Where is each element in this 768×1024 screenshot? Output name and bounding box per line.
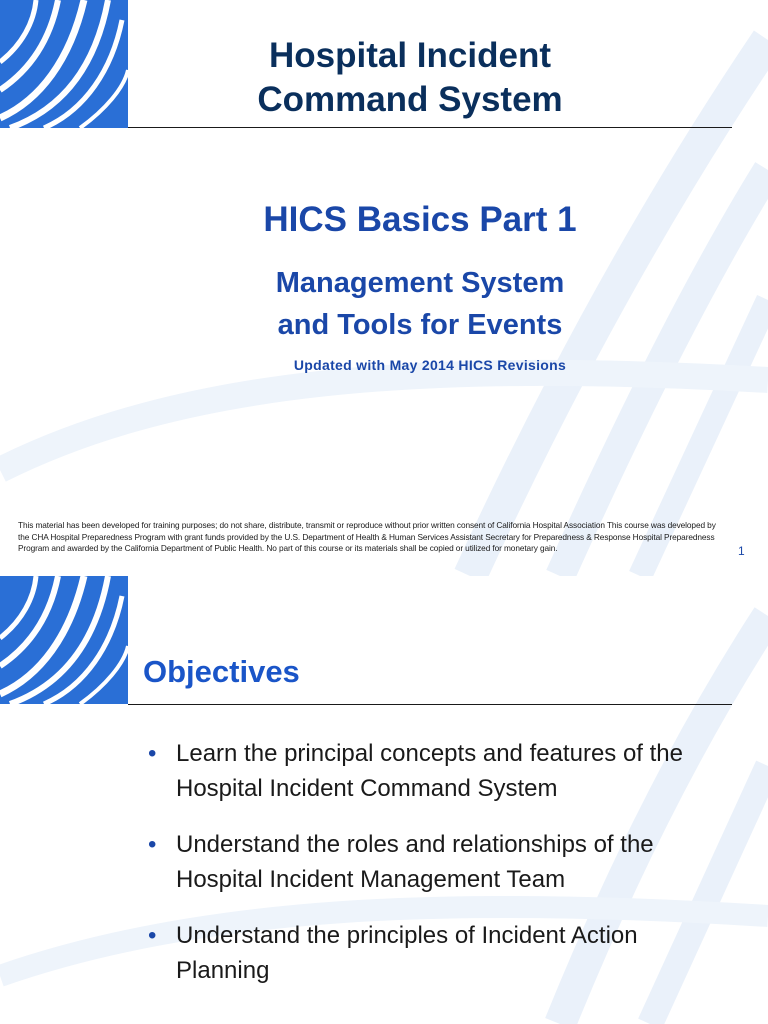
objectives-slide bbox=[0, 576, 768, 1024]
course-subtitle bbox=[150, 262, 690, 346]
slide-heading: Objectives bbox=[143, 654, 300, 689]
objective-text: Understand the principles of Incident Action Planning bbox=[176, 922, 638, 984]
bullet-icon: • bbox=[148, 740, 157, 767]
course-title: HICS Basics Part 1 bbox=[263, 200, 577, 239]
list-item bbox=[146, 827, 736, 897]
title-line-1: Hospital Incident bbox=[269, 36, 551, 75]
bullet-icon: • bbox=[148, 922, 157, 949]
objectives-list bbox=[146, 736, 736, 1009]
list-item bbox=[146, 918, 736, 988]
bullet-icon: • bbox=[148, 831, 157, 858]
objective-text: Understand the roles and relationships of the Hospital Incident Management Team bbox=[176, 831, 654, 893]
objective-text: Learn the principal concepts and features of the Hospital Incident Command System bbox=[176, 740, 683, 802]
subtitle-line-1: Management System bbox=[275, 267, 565, 299]
presentation-title bbox=[140, 34, 680, 122]
road-swoosh-logo-icon bbox=[0, 0, 128, 128]
title-divider bbox=[128, 127, 732, 128]
page-number: 1 bbox=[738, 544, 745, 558]
title-line-2: Command System bbox=[257, 80, 563, 119]
subtitle-line-2: and Tools for Events bbox=[277, 309, 563, 341]
heading-divider bbox=[128, 704, 732, 705]
road-swoosh-logo-icon bbox=[0, 576, 128, 704]
copyright-disclaimer: This material has been developed for training purposes; do not share, distribute, transmit or reproduce without prior written consent of California Hospital Association This course was developed by the CHA Hospital Preparedness Program with grant funds provided by the U.S. Department of Health & Human Services Assistant Secretary for Preparedness & Response Hospital Preparedness Program and awarded by the California Department of Public Health. No part of this course or its materials shall be copied or utilized for monetary gain. bbox=[18, 520, 716, 553]
revision-note: Updated with May 2014 HICS Revisions bbox=[293, 357, 567, 373]
list-item bbox=[146, 736, 736, 806]
